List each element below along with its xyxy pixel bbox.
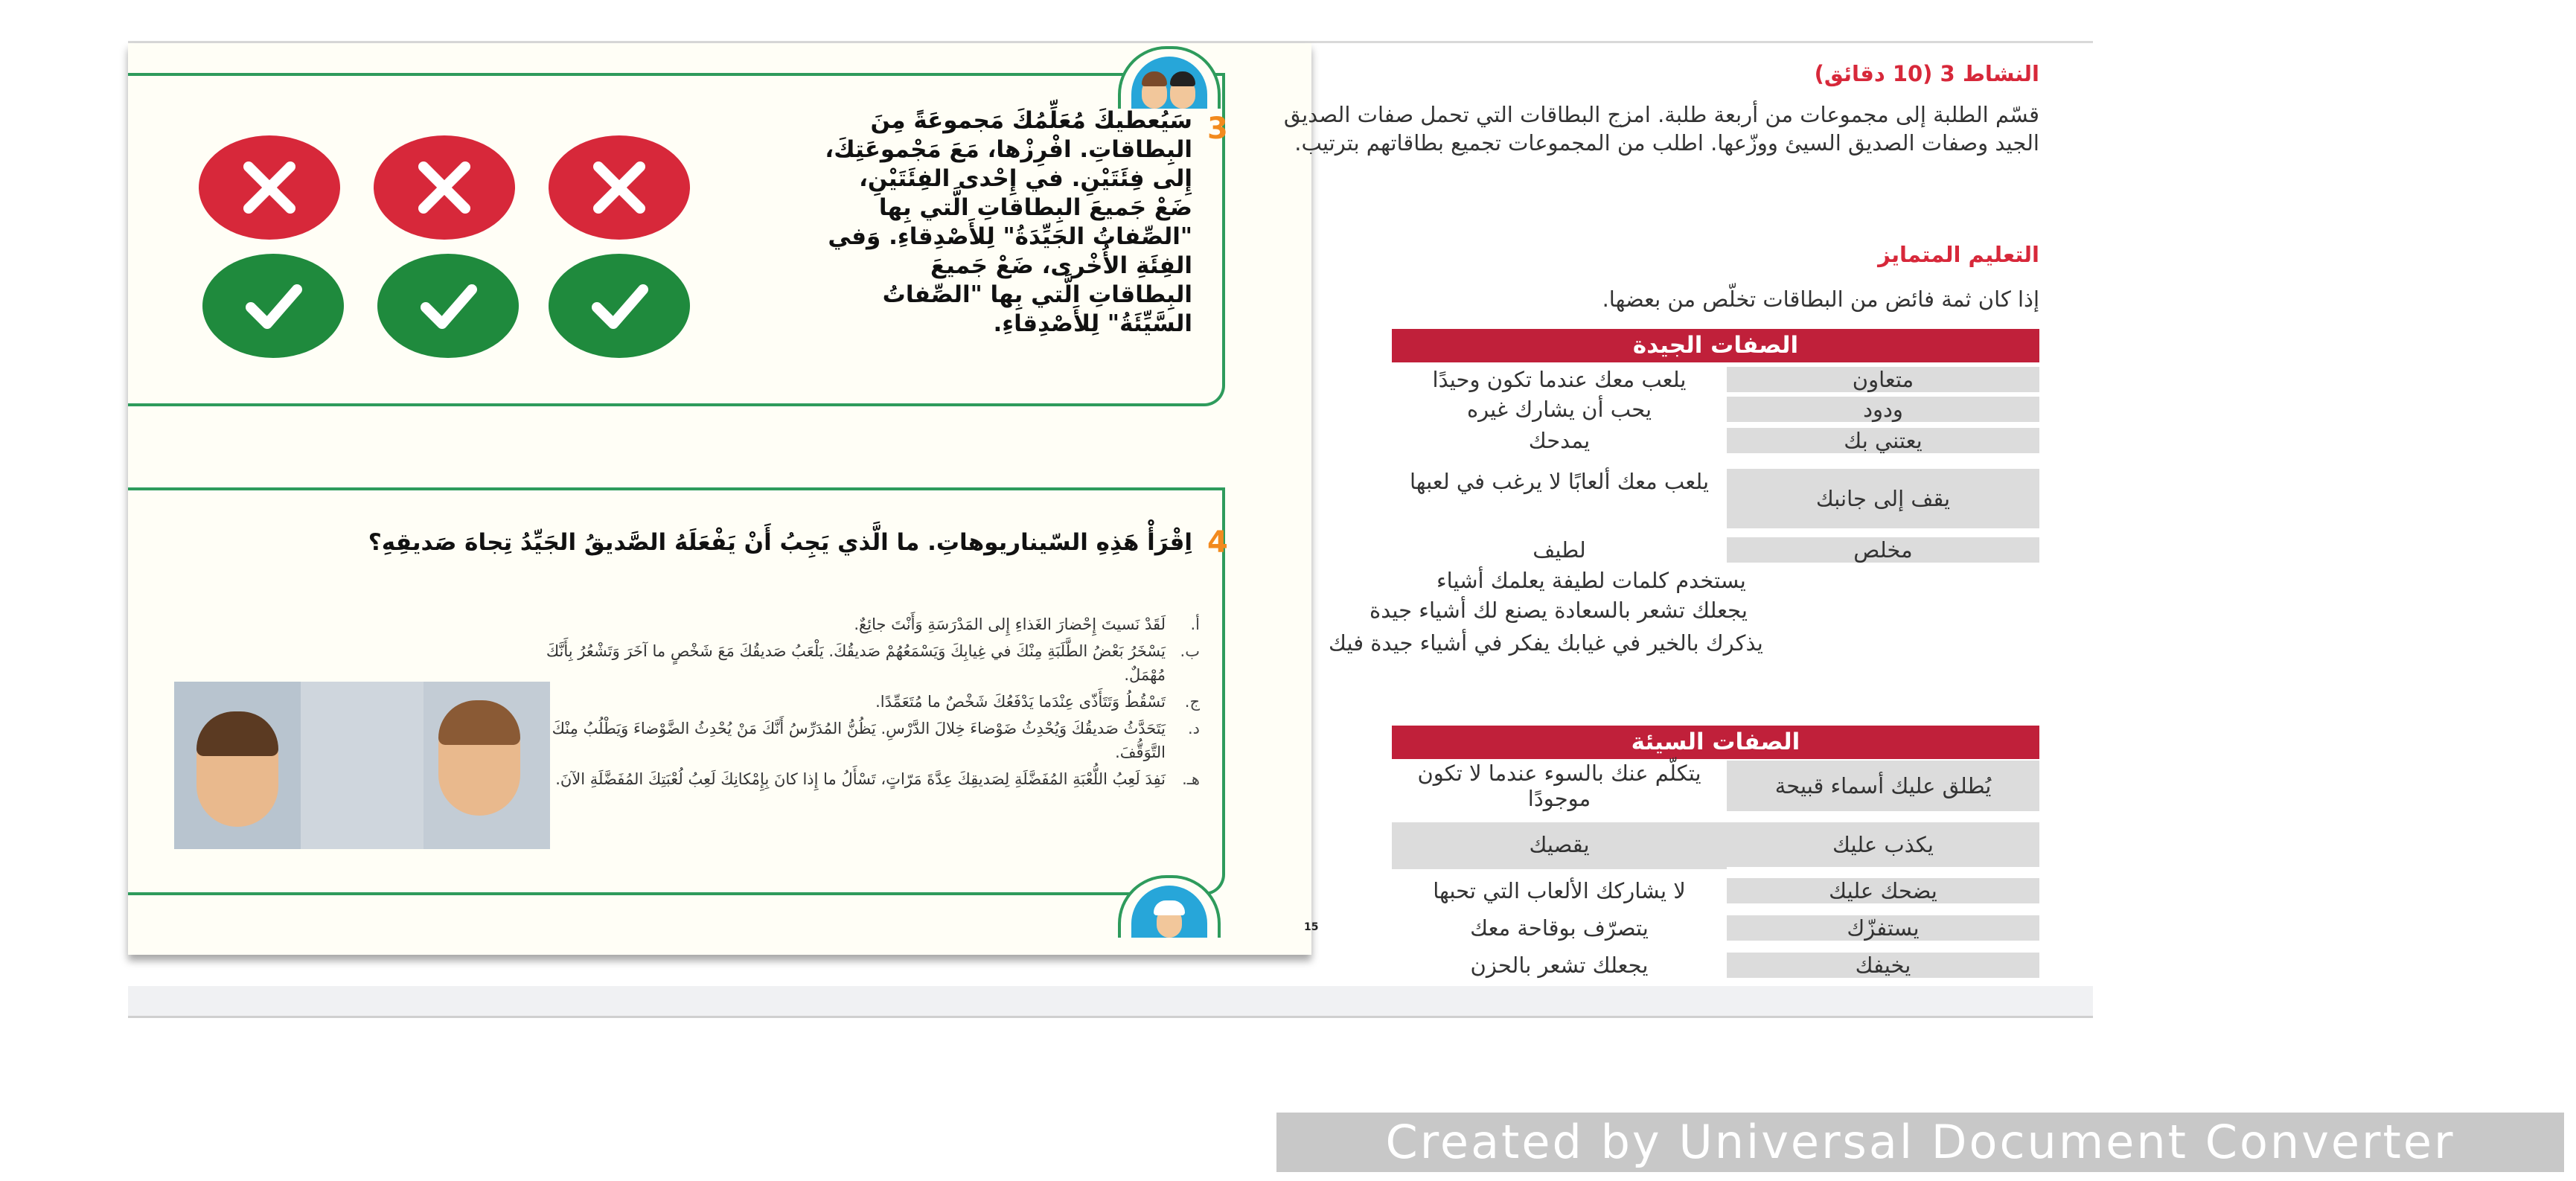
check-icon (377, 254, 519, 358)
scenario-item: ج. تَسْقُطُ وَتَتَأَذّى عِنْدَما يَدْفَعُكَ شَخْصٌ ما مُتَعَمِّدًا. (875, 693, 1200, 711)
page-number: 15 (1304, 921, 1319, 933)
watermark-banner: Created by Universal Document Converter (1276, 1113, 2564, 1172)
scenario-item: د. يَتَحَدَّثُ صَديقُكَ وَيُحْدِثُ ضَوْضاءَ خِلالَ الدَّرْسِ. يَظُنُّ المُدَرِّسُ أَنَّكَ مَنْ يُحْدِثُ الضَّوْضاءَ وَيَطْلُبُ مِنْكَ التَّوَقُّفَ. (552, 720, 1200, 761)
bottom-strip (128, 986, 2093, 1018)
check-icon (202, 254, 344, 358)
table-row: يعتني بك يمدحك (1392, 428, 2039, 455)
table-row: يقف إلى جانبك يلعب معك ألعابًا لا يرغب في لعبها (1392, 469, 2039, 531)
table-row: يُطلق عليك أسماء قبيحة يتكلّم عنك بالسوء عندما لا تكون موجودًا (1392, 761, 2039, 813)
table-row: متعاون يلعب معك عندما تكون وحيدًا (1392, 367, 2039, 394)
table-row: مخلص لطيف (1392, 537, 2039, 565)
differentiation-text: إذا كان ثمة فائض من البطاقات تخلّص من بعضها. (1602, 287, 2039, 312)
task4-question: اِقْرَأْ هَذِهِ السّيناريوهاتِ. ما الَّذي يَجِبُ أَنْ يَفْعَلَهُ الصَّديقُ الجَيِّدُ تِجاهَ صَديقِهِ؟ (368, 529, 1192, 556)
task3-number: 3 (1207, 112, 1228, 146)
table-row: يضحك عليك لا يشاركك الألعاب التي تحبها (1392, 878, 2039, 906)
scenario-item: هـ. نَفِدَ لَعِبُ اللُّعْبَةِ المُفَضَّلَةِ لِصَديقِكَ عِدَّةَ مَرّاتٍ، تَسْأَلُ ما إِذا كانَ بِإِمْكانِكَ لَعِبُ لُعْبَتِكَ المُفَضَّلَةِ الآنَ. (555, 770, 1200, 788)
table-row: يستفزّك يتصرّف بوقاحة معك (1392, 915, 2039, 943)
good-qualities-header: الصفات الجيدة (1392, 329, 2039, 362)
cross-icon (549, 135, 690, 240)
table-row: يكذب عليك يقصيك (1392, 822, 2039, 869)
scenario-list (545, 612, 1200, 794)
good-quality-extra: يستخدم كلمات لطيفة يعلمك أشياء (1436, 568, 1746, 593)
cross-icon (374, 135, 515, 240)
table-row: ودود يحب أن يشارك غيره (1392, 397, 2039, 424)
group-avatar-icon (1118, 46, 1221, 109)
boy-avatar-icon (1118, 875, 1221, 938)
cross-icon (199, 135, 340, 240)
differentiation-title: التعليم المتمايز (1878, 242, 2039, 267)
task3-instructions: سَيُعطيكَ مُعَلِّمُكَ مَجموعَةً مِنَ البِطاقاتِ. افْرِزْها، مَعَ مَجْموعَتِكَ، إِلى فِئَتَيْنِ. في إِحْدى الفِئَتَيْنِ، ضَعْ جَميعَ البِطاقاتِ الَّتي بِها "الصِّفاتُ الجَيِّدَةُ" لِلأَصْدِقاءِ. وَفي الفِئَةِ الأُخْرى، ضَعْ جَميعَ البِطاقاتِ الَّتي بِها "الصِّفاتُ السَّيِّئَةُ" لِلأَصْدِقاءِ. (825, 107, 1192, 337)
bad-qualities-header: الصفات السيئة (1392, 726, 2039, 759)
activity-title: النشاط 3 (10 دقائق) (1814, 61, 2039, 86)
student-page (128, 43, 1319, 955)
table-row: يخيفك يجعلك تشعر بالحزن (1392, 953, 2039, 980)
good-quality-extra: يجعلك تشعر بالسعادة يصنع لك أشياء جيدة (1370, 598, 1748, 623)
scenario-item: أ. لَقَدْ نَسيتَ إِحْضارَ الغَذاءِ إِلى المَدْرَسَةِ وَأَنْتَ جائِعٌ. (854, 615, 1200, 633)
activity-description: قسّم الطلبة إلى مجموعات من أربعة طلبة. امزج البطاقات التي تحمل صفات الصديق الجيد وصفات الصديق السيئ ووزّعها. اطلب من المجموعات تجميع بطاقاتهم بترتيب. (1283, 102, 2039, 156)
children-photo (174, 682, 550, 849)
good-quality-extra: يذكرك بالخير في غيابك يفكر في أشياء جيدة فيك (1329, 630, 1763, 656)
scenario-item: ب. يَسْخَرُ بَعْضُ الطَّلَبَةِ مِنْكَ في غِيابِكَ وَيَسْمَعُهُمْ صَديقُكَ. يَلْعَبُ صَديقُكَ مَعَ شَخْصٍ ما آخَرَ وَتَشْعُرُ بِأَنَّكَ مُهْمَلٌ. (546, 642, 1200, 684)
task4-number: 4 (1207, 525, 1228, 560)
check-icon (549, 254, 690, 358)
